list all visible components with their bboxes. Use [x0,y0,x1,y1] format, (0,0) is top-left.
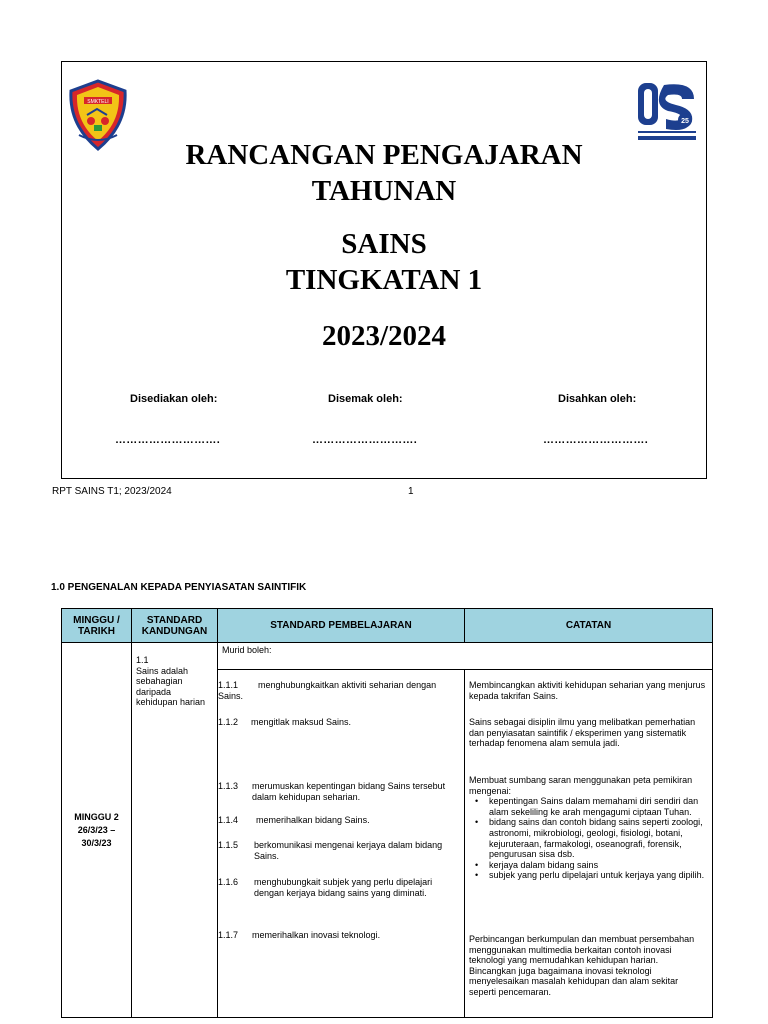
prepared-by-signature-line: ………………………. [115,434,221,446]
anniversary-number: 25 [681,118,689,125]
learning-standard-cell [218,670,465,1018]
list-item: • kerjaya dalam bidang sains [469,860,707,871]
list-item: • bidang sains dan contoh bidang sains seperti zoologi, astronomi, mikrobiologi, geologi, fisiologi, botani, kejuruteraan, farmakologi, oseanografi, forensik, pengurusan sisa dsb. [469,817,707,859]
notes-cell [465,670,713,1018]
document-title: RANCANGAN PENGAJARAN TAHUNAN [185,139,583,207]
notes-paragraph: Sains sebagai disiplin ilmu yang melibatkan pemerhatian dan penyiasatan saintifik / eksperimen yang sistematik terhadap fenomena alam semula jadi. [469,717,696,749]
header-week: MINGGU / TARIKH [62,609,132,643]
learning-standard-item: 1.1.1 menghubungkaitkan aktiviti seharian dengan Sains. [218,680,437,701]
reviewed-by-label: Disemak oleh: [328,393,403,405]
reviewed-by-signature-line: ………………………. [312,434,418,446]
learning-standard-item: 1.1.4 memerihalkan bidang Sains. [218,815,370,825]
cover-page-frame [61,61,707,479]
week-cell: MINGGU 2 26/3/23 – 30/3/23 [62,643,132,1018]
notes-paragraph: Perbincangan berkumpulan dan membuat persembahan menggunakan multimedia berkaitan contoh inovasi teknologi yang memudahkan kehidupan harian. Bincangkan juga bagaimana inovasi teknologi menyelesaikan masalah kehidupan dan alam sekitar seperti pencemaran. [469,934,695,997]
table-header-row [62,609,713,643]
approved-by-signature-line: ………………………. [543,434,649,446]
table-row [62,643,713,670]
header-content-standard: STANDARD KANDUNGAN [132,609,218,643]
year-title: 2023/2024 [321,320,447,352]
list-item: • kepentingan Sains dalam memahami diri sendiri dan alam sekeliling ke arah mengagumi ciptaan Tuhan. [469,796,707,817]
subject-title: SAINS TINGKATAN 1 [285,228,483,296]
notes-paragraph: Membincangkan aktiviti kehidupan seharian yang menjurus kepada takrifan Sains. [469,680,706,701]
students-can-label: Murid boleh: [218,643,713,670]
learning-standard-item: 1.1.2 mengitlak maksud Sains. [218,717,352,727]
lesson-plan-table [61,608,713,1018]
header-notes: CATATAN [465,609,713,643]
learning-standard-item: 1.1.6 menghubungkait subjek yang perlu dipelajari dengan kerjaya bidang sains yang diminati. [218,877,433,898]
page-footer: RPT SAINS T1; 2023/2024 [52,486,172,497]
approved-by-label: Disahkan oleh: [558,393,637,405]
learning-standard-item: 1.1.7 memerihalkan inovasi teknologi. [218,930,381,940]
learning-standard-item: 1.1.5 berkomunikasi mengenai kerjaya dalam bidang Sains. [218,840,443,861]
page-number: 1 [408,486,414,497]
header-learning-standard: STANDARD PEMBELAJARAN [218,609,465,643]
prepared-by-label: Disediakan oleh: [130,393,218,405]
notes-list: Membuat sumbang saran menggunakan peta pemikiran mengenai: • kepentingan Sains dalam memahami diri sendiri dan alam sekeliling ke arah mengagumi ciptaan Tuhan. • bidang sains dan contoh bidang sains seperti zoologi, astronomi, mikrobiologi, geologi, fisiologi, botani, kejuruteraan, farmakologi, oseanografi, forensik, pengurusan sisa dsb. • kerjaya dalam bidang sains • subjek yang perlu dipelajari untuk kerjaya yang dipilih. [469,775,707,881]
list-item: • subjek yang perlu dipelajari untuk kerjaya yang dipilih. [469,870,707,881]
section-heading: 1.0 PENGENALAN KEPADA PENYIASATAN SAINTIFIK [51,582,307,593]
learning-standard-item: 1.1.3 merumuskan kepentingan bidang Sains tersebut dalam kehidupan seharian. [218,781,446,802]
content-standard-cell: 1.1 Sains adalah sebahagian daripada kehidupan harian [132,643,218,1018]
crest-text: SMKTELI [87,99,109,105]
